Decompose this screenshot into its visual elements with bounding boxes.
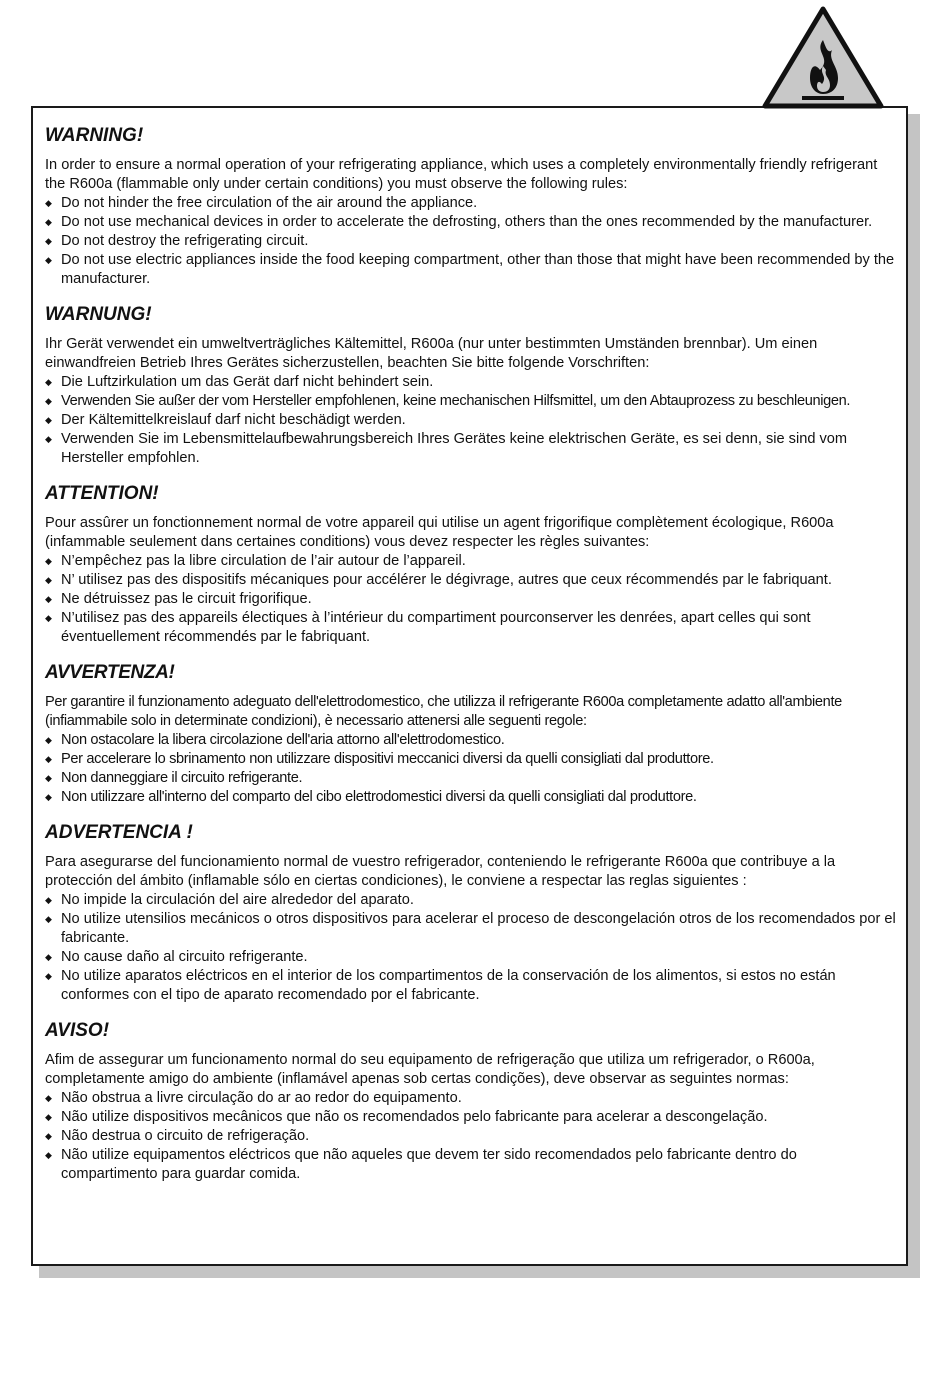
list-item: ◆ No utilize utensilios mecánicos o otros dispositivos para acelerar el proceso de descongelación otros de los recomendados por el fabricante. <box>45 910 897 948</box>
list-item: ◆ Non danneggiare il circuito refrigerante. <box>45 769 897 788</box>
list-item: ◆ Non utilizzare all'interno del comparto del cibo elettrodomestici diversi da quelli consigliati dal produttore. <box>45 788 897 807</box>
list-item: ◆ Do not use mechanical devices in order to accelerate the defrosting, others than the ones recommended by the manufacturer. <box>45 213 897 232</box>
section-intro: Per garantire il funzionamento adeguato dell'elettrodomestico, che utilizza il refrigerante R600a completamente adatto all'ambiente (infiammabile solo in determinate condizioni), è necessario attenersi alle seguenti regole: <box>45 694 842 729</box>
list-item: ◆ N’utilisez pas des appareils électiques à l’intérieur du compartiment pourconserver les denrées, apart celles qui sont éventuellement récommendés par le fabriquant. <box>45 609 897 647</box>
section-intro: Pour assûrer un fonctionnement normal de votre appareil qui utilise un agent frigorifique complètement écologique, R600a (infammable seulement dans certaines conditions) vous devez respecter les règles suivantes: <box>45 515 834 550</box>
section-intro: Para asegurarse del funcionamiento normal de vuestro refrigerador, conteniendo le refrigerante R600a que contribuye a la protección del ámbito (inflamable sólo en ciertas condiciones), le conviene a respectar las reglas siguientes : <box>45 854 836 889</box>
list-item: ◆ Der Kältemittelkreislauf darf nicht beschädigt werden. <box>45 411 897 430</box>
section-intro: Afim de assegurar um funcionamento normal do seu equipamento de refrigeração que utiliza um refrigerador, o R600a, completamente amigo do ambiente (inflamável apenas sob certas condições), deve observar as seguintes normas: <box>45 1052 815 1087</box>
section-spanish <box>45 821 897 1005</box>
section-intro: Ihr Gerät verwendet ein umweltverträgliches Kältemittel, R600a (nur unter bestimmten Umständen brennbar). Um einen einwandfreien Betrieb Ihres Gerätes sicherzustellen, beachten Sie bitte folgende Vorschriften: <box>45 336 818 371</box>
list-item: ◆ N’empêchez pas la libre circulation de l’air autour de l’appareil. <box>45 552 897 571</box>
list-item: ◆ Do not use electric appliances inside the food keeping compartment, other than those that might have been recommended by the manufacturer. <box>45 251 897 289</box>
list-item: ◆ No utilize aparatos eléctricos en el interior de los compartimentos de la conservación de los alimentos, si estos no están conformes con el tipo de aparato recomendado por el fabricante. <box>45 967 897 1005</box>
section-portuguese <box>45 1019 897 1184</box>
list-item: ◆ Não utilize dispositivos mecânicos que não os recomendados pelo fabricante para acelerar a descongelação. <box>45 1108 897 1127</box>
list-item: ◆ Não obstrua a livre circulação do ar ao redor do equipamento. <box>45 1089 897 1108</box>
rules-list <box>45 891 897 1005</box>
list-item: ◆ Verwenden Sie außer der vom Hersteller empfohlenen, keine mechanischen Hilfsmittel, um den Abtauprozess zu beschleunigen. <box>45 392 897 411</box>
list-item: ◆ Die Luftzirkulation um das Gerät darf nicht behindert sein. <box>45 373 897 392</box>
document-body <box>45 124 897 1198</box>
section-title: AVISO! <box>45 1020 110 1041</box>
section-english <box>45 124 897 289</box>
list-item: ◆ No cause daño al circuito refrigerante. <box>45 948 897 967</box>
section-title: AVVERTENZA! <box>45 662 175 683</box>
section-intro: In order to ensure a normal operation of your refrigerating appliance, which uses a completely environmentally friendly refrigerant the R600a (flammable only under certain conditions) you must observe the following rules: <box>45 157 878 192</box>
list-item: ◆ No impide la circulación del aire alrededor del aparato. <box>45 891 897 910</box>
rules-list <box>45 1089 897 1184</box>
list-item: ◆ Non ostacolare la libera circolazione dell'aria attorno all'elettrodomestico. <box>45 731 897 750</box>
list-item: ◆ Do not destroy the refrigerating circuit. <box>45 232 897 251</box>
flammable-warning-icon <box>762 6 884 110</box>
section-title: ATTENTION! <box>45 483 159 504</box>
section-title: WARNUNG! <box>45 304 152 325</box>
section-italian <box>45 661 897 807</box>
list-item: ◆ N’ utilisez pas des dispositifs mécaniques pour accélérer le dégivrage, autres que ceux récommendés par le fabriquant. <box>45 571 897 590</box>
rules-list <box>45 552 897 647</box>
section-title: ADVERTENCIA ! <box>45 822 193 843</box>
list-item: ◆ Não destrua o circuito de refrigeração. <box>45 1127 897 1146</box>
rules-list <box>45 194 897 289</box>
rules-list <box>45 373 897 468</box>
section-title: WARNING! <box>45 125 144 146</box>
list-item: ◆ Não utilize equipamentos eléctricos que não aqueles que devem ter sido recomendados pelo fabricante dentro do compartimento para guardar comida. <box>45 1146 897 1184</box>
list-item: ◆ Do not hinder the free circulation of the air around the appliance. <box>45 194 897 213</box>
list-item: ◆ Verwenden Sie im Lebensmittelaufbewahrungsbereich Ihres Gerätes keine elektrischen Geräte, es sei denn, sie sind vom Hersteller empfohlen. <box>45 430 897 468</box>
rules-list <box>45 731 897 807</box>
section-german <box>45 303 897 468</box>
list-item: ◆ Ne détruissez pas le circuit frigorifique. <box>45 590 897 609</box>
list-item: ◆ Per accelerare lo sbrinamento non utilizzare dispositivi meccanici diversi da quelli consigliati dal produttore. <box>45 750 897 769</box>
section-french <box>45 482 897 647</box>
